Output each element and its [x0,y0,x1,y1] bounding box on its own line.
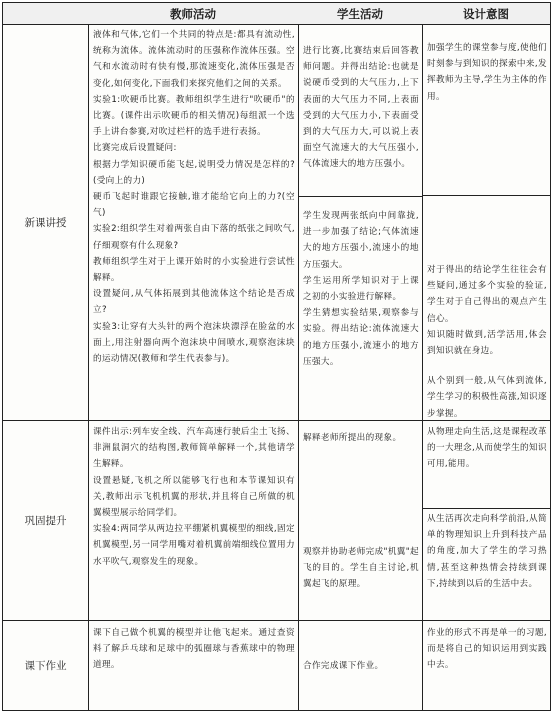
intent-cell-divider [422,195,550,196]
student-paragraph: 学生猜想实验结果,观察参与实验。得出结论:流体流速大的地方压强小,流速小的地方压强大。 [303,308,419,367]
student-paragraph: 进行比赛,比赛结束后回答教师问题。并得出结论:也就是说硬币受到的大气压力,上下表面的大气压力不同,上表面受到的大气压力小,下表面受到的大气压力大,可以说上表面空气流速大的大气压强小,气体流速大的地方压强小。 [303,46,419,170]
teacher-activity-cell [89,423,298,620]
intent-paragraph: 知识随时做到,活学活用,体会到知识就在身边。 [427,329,547,357]
design-intent-cell [423,510,550,620]
teacher-paragraph: 设置疑问,从气体拓展到其他流体这个结论是否成立? [93,289,295,316]
teacher-paragraph: 实验1:吹硬币比赛。教师组织学生进行"吹硬币"的比赛。(课件出示吹硬币的相关情况)每组派一个选手上讲台参赛,对吹过栏杆的选手进行表扬。 [93,94,295,138]
student-paragraph: 学生发现两张纸向中间靠拢,进一步加强了结论;气体流速大的地方压强小,流速小的地方压强大。 [303,211,419,270]
student-activity-cell [299,543,422,619]
stage-new-lesson: 新课讲授 [24,217,67,229]
header-blank [3,3,88,25]
teacher-paragraph: 液体和气体,它们一个共同的特点是:都具有流动性,统称为流体。流体流动时的压强称作流体压强。空气和水流动时有快有慢,那流速变化,流体压强是否变化,如何变化,下面我们来探究他们之间的关系。 [93,30,295,89]
student-cell-divider [298,196,422,197]
intent-paragraph: 从物理走向生活,这是课程改革的一大理念,从而使学生的知识可用,能用。 [427,427,547,470]
teacher-paragraph: 根据力学知识硬币能飞起,说明受力情况是怎样的?(受向上的力) [93,159,295,186]
student-activity-cell [299,429,422,453]
intent-paragraph: 加强学生的课堂参与度,使他们时刻参与到知识的探索中来,发挥教师为主导,学生为主体的作用。 [427,43,547,102]
student-paragraph: 解释老师所提出的现象。 [303,433,402,443]
header-teacher-activity: 教师活动 [88,3,298,25]
design-intent-cell [423,423,550,507]
teacher-paragraph: 比赛完成后设置疑问: [93,143,177,154]
teacher-paragraph: 教师组织学生对于上课开始时的小实验进行尝试性解释。 [93,256,295,284]
design-intent-cell [423,261,550,419]
student-paragraph: 合作完成课下作业。 [303,661,384,671]
teacher-paragraph: 硬币飞起时谁跟它接触,谁才能给它向上的力?(空气) [93,192,295,219]
lesson-plan-table [2,2,551,711]
intent-paragraph: 对于得出的结论学生往往会有些疑问,通过多个实验的验证,学生对于自己得出的观点产生信心。 [427,265,547,324]
stage-consolidation: 巩固提升 [24,515,67,527]
teacher-activity-cell [89,26,298,420]
design-intent-cell [423,39,550,195]
header-design-intent: 设计意图 [422,3,550,25]
stage-homework: 课下作业 [24,660,67,672]
teacher-paragraph: 课件出示:列车安全线、汽车高速行驶后尘土飞扬、非洲鼠洞穴的结构图,教师简单解释一个,其他请学生解释。 [93,427,295,470]
student-activity-cell [299,207,422,419]
student-activity-cell [299,657,422,681]
intent-paragraph: 从生活再次走向科学前沿,从简单的物理知识上升到科技产品的角度,加大了学生的学习热情,甚至这种热情会持续到课下,持续到以后的生活中去。 [427,514,547,589]
student-paragraph: 观察并协助老师完成"机翼"起飞的目的。学生自主讨论,机翼起飞的原理。 [303,547,419,590]
teacher-paragraph: 实验4:两同学从两边拉平绷紧机翼模型的细线,固定机翼模型,另一同学用嘴对着机翼前端细线位置用力水平吹气,观察发生的现象。 [93,524,295,567]
header-student-activity: 学生活动 [298,3,422,25]
student-paragraph: 学生运用所学知识对于上课之初的小实验进行解释。 [303,275,419,303]
intent-paragraph: 从个别到一般,从气体到流体,学生学习的积极性高涨,知识逐步掌握。 [427,376,547,419]
teacher-paragraph: 课下自己做个机翼的模型并让他飞起来。通过查资料了解乒乓球和足球中的弧圈球与香蕉球中的物理道理。 [93,628,295,671]
intent-paragraph: 作业的形式不再是单一的习题,而是将自己的知识运用到实践中去。 [427,628,547,671]
teacher-paragraph: 设置悬疑,飞机之所以能够飞行也和本节课知识有关,教师出示飞机机翼的形状,并且将自己所做的机翼模型展示给同学们。 [93,475,295,519]
teacher-paragraph: 实验2:组织学生对着两张自由下落的纸张之间吹气,仔细观察有什么现象? [93,224,295,251]
teacher-activity-cell [89,624,298,710]
student-activity-cell [299,42,422,196]
teacher-paragraph: 实验3:让穿有大头针的两个泡沫块漂浮在脸盆的水面上,用注射器向两个泡沫块中间喷水,观察泡沫块的运动情况(教师和学生代表参与)。 [93,321,295,365]
intent-cell-divider [422,508,550,509]
design-intent-cell [423,624,550,710]
